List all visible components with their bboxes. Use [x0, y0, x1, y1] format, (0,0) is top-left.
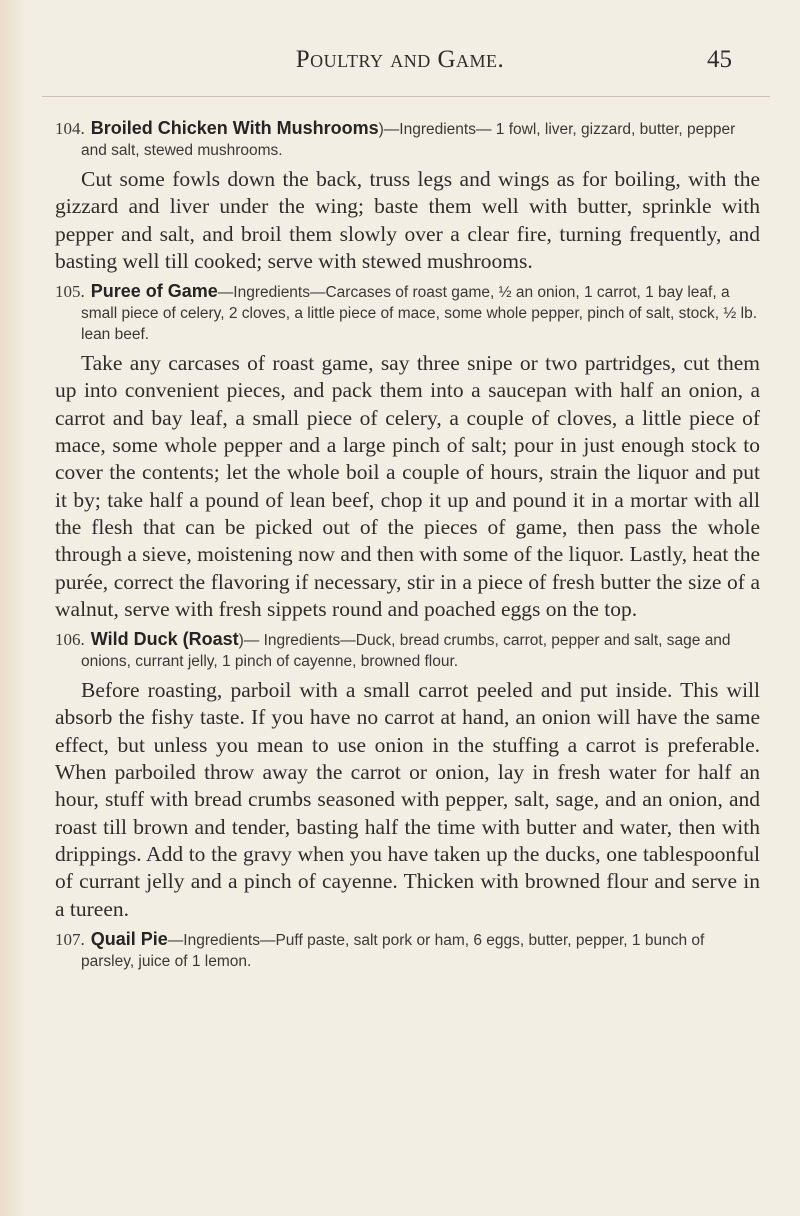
recipe-ingredients: )— Ingredients—Duck, bread crumbs, carrot, pepper and salt, sage and onions, currant jelly, 1 pinch of cayenne, browned flour.: [81, 632, 731, 671]
recipe-title: Quail Pie: [90, 928, 168, 949]
recipe-ingredients: —Ingredients—Puff paste, salt pork or ham, 6 eggs, butter, pepper, 1 bunch of parsley, juice of 1 lemon.: [81, 931, 705, 970]
recipe-instructions: Before roasting, parboil with a small carrot peeled and put inside. This will absorb the fishy taste. If you have no carrot at hand, an onion will have the same effect, but unless you mean to use onion in the stuffing a carrot is preferable. When parboiled throw away the carrot or onion, lay in fresh water for half an hour, stuff with bread crumbs seasoned with pepper, salt, sage, and an onion, and roast till brown and tender, basting half the time with butter and water, then with drippings. Add to the gravy when you have taken up the ducks, one tablespoonful of currant jelly and a pinch of cayenne. Thicken with browned flour and serve in a tureen.: [55, 678, 760, 921]
recipe-number: 104.: [55, 119, 85, 138]
recipe-105: [55, 281, 760, 623]
recipe-number: 107.: [55, 929, 85, 949]
recipe-heading: [55, 929, 760, 972]
recipe-list: [55, 118, 760, 978]
recipe-ingredients: —Ingredients—Carcases of roast game, ½ an onion, 1 carrot, 1 bay leaf, a small piece of celery, 2 cloves, a little piece of mace, some whole pepper, pinch of salt, stock, ½ lb. lean beef.: [81, 284, 758, 344]
recipe-106: [55, 629, 760, 923]
recipe-instructions: Cut some fowls down the back, truss legs and wings as for boiling, with the gizzard and liver under the wing; baste them well with butter, sprinkle with pepper and salt, and broil them slowly over a clear fire, turning frequently, and basting well till cooked; serve with stewed mushrooms.: [55, 167, 760, 273]
page-gutter-shadow: [0, 0, 26, 1216]
recipe-ingredients: )—Ingredients— 1 fowl, liver, gizzard, butter, pepper and salt, stewed mushrooms.: [81, 121, 736, 159]
recipe-title: Wild Duck (Roast: [90, 629, 239, 650]
running-title: Poultry and Game.: [295, 46, 505, 73]
recipe-heading: [55, 629, 760, 672]
recipe-instructions: Take any carcases of roast game, say three snipe or two partridges, cut them up into convenient pieces, and pack them into a saucepan with half an onion, a carrot and bay leaf, a small piece of celery, a couple of cloves, a little piece of mace, some whole pepper and a large pinch of salt; pour in just enough stock to cover the contents; let the whole boil a couple of hours, strain the liquor and put it by; take half a pound of lean beef, chop it up and pound it in a mortar with all the flesh that can be picked out of the pieces of game, then pass the whole through a sieve, moistening now and then with some of the liquor. Lastly, heat the purée, correct the flavoring if necessary, stir in a piece of fresh butter the size of a walnut, serve with fresh sippets round and poached eggs on the top.: [55, 351, 760, 621]
recipe-number: 105.: [55, 282, 85, 302]
recipe-107: [55, 929, 760, 972]
recipe-104: [55, 118, 760, 275]
recipe-heading: [55, 118, 760, 161]
recipe-number: 106.: [55, 630, 85, 650]
page-number: 45: [707, 46, 732, 73]
header-rule: [42, 96, 770, 97]
recipe-title: Broiled Chicken With Mushrooms: [90, 118, 379, 138]
recipe-title: Puree of Game: [90, 281, 218, 302]
recipe-heading: [55, 281, 760, 345]
page-header: [0, 46, 800, 86]
